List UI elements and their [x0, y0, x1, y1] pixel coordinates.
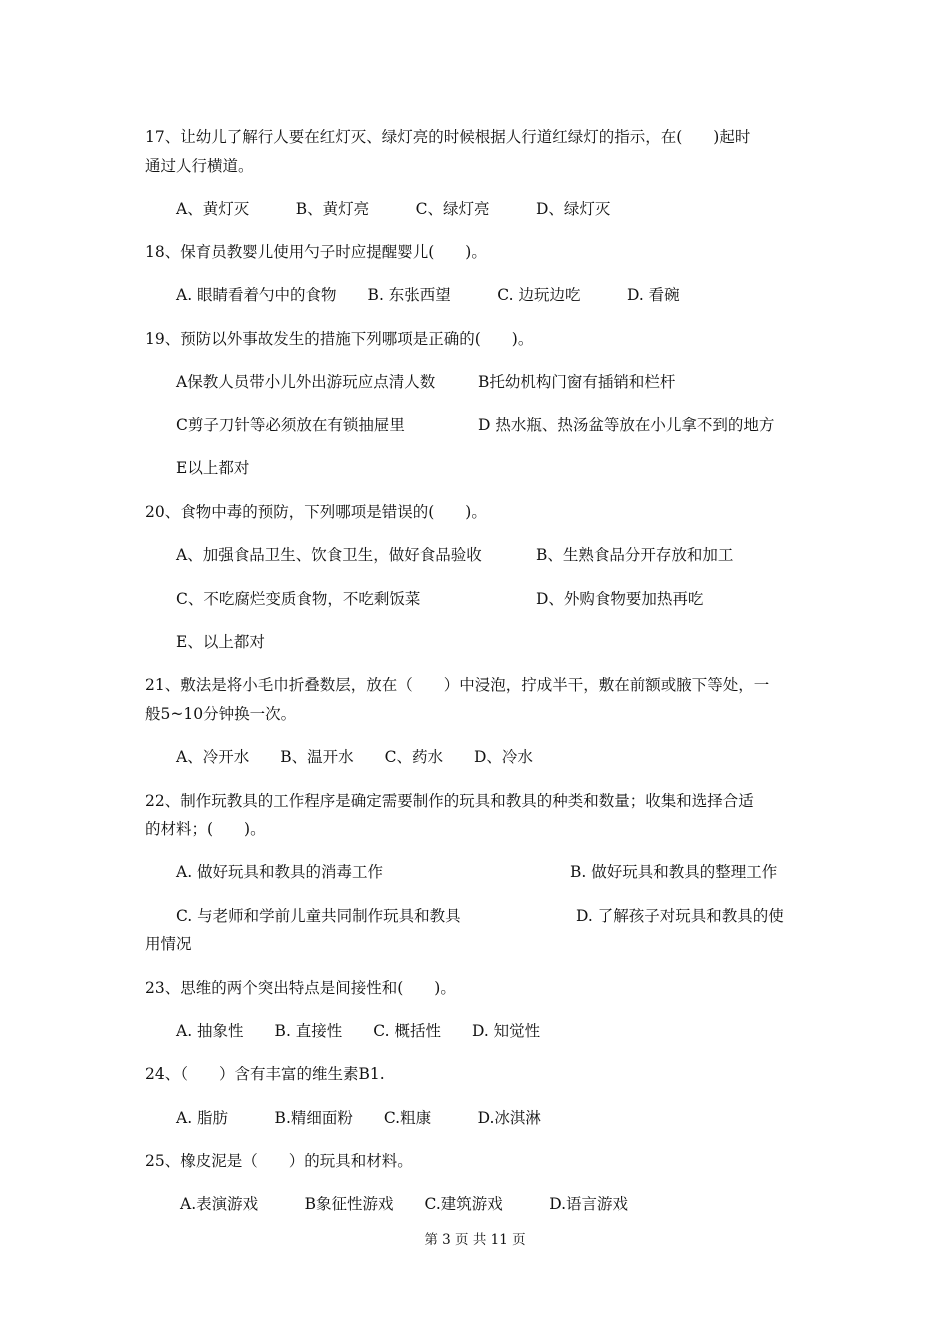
q22-option-b: B. 做好玩具和教具的整理工作 — [570, 863, 778, 881]
q20-option-a: A、加强食品卫生、饮食卫生，做好食品验收 — [176, 546, 482, 564]
q18-stem: 18、保育员教婴儿使用勺子时应提醒婴儿( )。 — [145, 243, 487, 261]
q19-option-e: E以上都对 — [176, 459, 250, 477]
q22-stem-line2: 的材料；( )。 — [145, 820, 266, 838]
q19-option-d: D 热水瓶、热汤盆等放在小儿拿不到的地方 — [478, 416, 775, 434]
q21-options: A、冷开水 B、温开水 C、药水 D、冷水 — [176, 748, 533, 766]
q22-option-d-cont: 用情况 — [145, 935, 192, 953]
q20-option-b: B、生熟食品分开存放和加工 — [536, 546, 734, 564]
q22-option-a: A. 做好玩具和教具的消毒工作 — [176, 863, 384, 881]
q20-option-d: D、外购食物要加热再吃 — [536, 590, 704, 608]
q19-option-b: B托幼机构门窗有插销和栏杆 — [478, 373, 676, 391]
q22-option-c: C. 与老师和学前儿童共同制作玩具和教具 — [176, 907, 461, 925]
q19-option-c: C剪子刀针等必须放在有锁抽屉里 — [176, 416, 405, 434]
q20-option-e: E、以上都对 — [176, 633, 265, 651]
q25-stem: 25、橡皮泥是（ ）的玩具和材料。 — [145, 1152, 413, 1170]
q24-stem: 24、（ ）含有丰富的维生素B1. — [145, 1065, 385, 1083]
q19-option-a: A保教人员带小儿外出游玩应点清人数 — [176, 373, 436, 391]
q21-stem-line2: 般5~10分钟换一次。 — [145, 705, 297, 723]
q23-stem: 23、思维的两个突出特点是间接性和( )。 — [145, 979, 456, 997]
q22-stem-line1: 22、制作玩教具的工作程序是确定需要制作的玩具和教具的种类和数量；收集和选择合适 — [145, 792, 754, 810]
page-footer: 第 3 页 共 11 页 — [424, 1232, 526, 1248]
q21-stem-line1: 21、敷法是将小毛巾折叠数层，放在（ ）中浸泡，拧成半干，敷在前额或腋下等处，一 — [145, 676, 770, 694]
q18-options: A. 眼睛看着勺中的食物 B. 东张西望 C. 边玩边吃 D. 看碗 — [176, 286, 680, 304]
q17-stem-line1: 17、让幼儿了解行人要在红灯灭、绿灯亮的时候根据人行道红绿灯的指示，在( )起时 — [145, 128, 751, 146]
q17-stem-line2: 通过人行横道。 — [145, 157, 254, 175]
q23-options: A. 抽象性 B. 直接性 C. 概括性 D. 知觉性 — [176, 1022, 541, 1040]
q24-options: A. 脂肪 B.精细面粉 C.粗康 D.冰淇淋 — [176, 1109, 541, 1127]
q17-options: A、黄灯灭 B、黄灯亮 C、绿灯亮 D、绿灯灭 — [176, 200, 611, 218]
q25-options: A.表演游戏 B象征性游戏 C.建筑游戏 D.语言游戏 — [180, 1195, 629, 1213]
q20-stem: 20、食物中毒的预防，下列哪项是错误的( )。 — [145, 503, 487, 521]
q22-option-d: D. 了解孩子对玩具和教具的使 — [576, 907, 784, 925]
q19-stem: 19、预防以外事故发生的措施下列哪项是正确的( )。 — [145, 330, 534, 348]
q20-option-c: C、不吃腐烂变质食物，不吃剩饭菜 — [176, 590, 421, 608]
